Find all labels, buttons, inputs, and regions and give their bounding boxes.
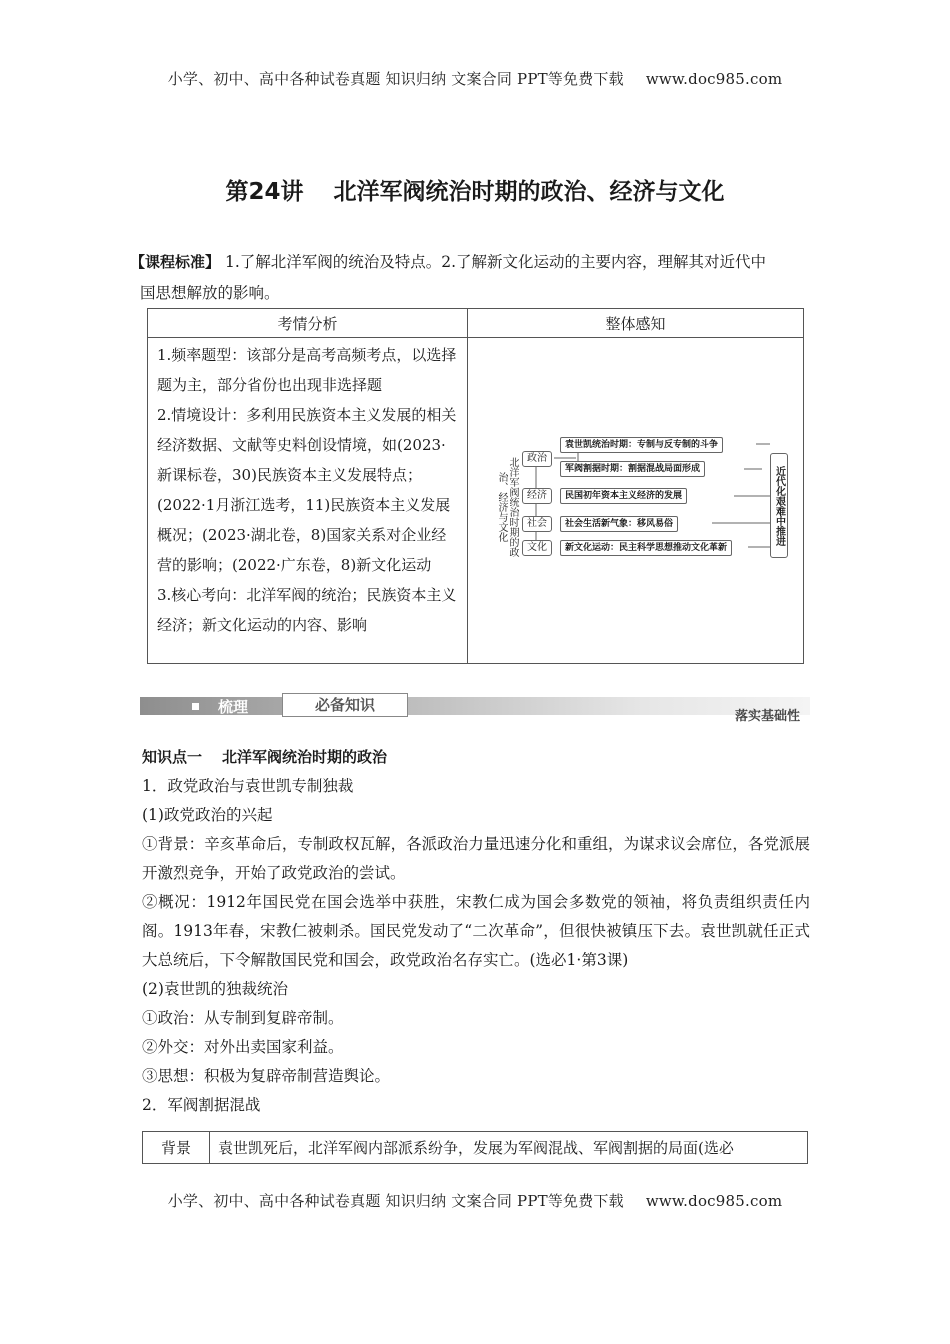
page-header xyxy=(0,68,950,89)
section-band xyxy=(140,692,810,722)
analysis-item: 3.核心考向：北洋军阀的统治；民族资本主义经济；新文化运动的内容、影响 xyxy=(157,586,457,634)
overview-header-perception: 整体感知 xyxy=(468,309,804,338)
lecture-topic: 北洋军阀统治时期的政治、经济与文化 xyxy=(333,179,725,205)
warlord-table-value: 袁世凯死后，北洋军阀内部派系纷争，发展为军阀混战、军阀割据的局面(选必 xyxy=(210,1132,808,1164)
analysis-cell xyxy=(148,338,468,664)
page-footer xyxy=(0,1190,950,1211)
analysis-item: 1.频率题型：该部分是高考高频考点，以选择题为主，部分省份也出现非选择题 xyxy=(157,346,457,394)
page-title xyxy=(0,173,950,206)
course-standard-line2: 国思想解放的影响。 xyxy=(140,284,280,302)
mind-map-category: 经济 xyxy=(522,488,552,504)
section-band-left: 梳理 xyxy=(218,698,249,716)
mind-map-category: 社会 xyxy=(522,516,552,532)
overview-header-analysis: 考情分析 xyxy=(148,309,468,338)
mind-map-leaf: 社会生活新气象：移风易俗 xyxy=(560,516,678,532)
mind-map-category: 政治 xyxy=(522,451,552,467)
course-standard xyxy=(130,247,812,309)
mind-map-conclusion: 近代化艰难中推进 xyxy=(770,453,788,558)
knowledge-point-heading xyxy=(142,743,810,772)
section-band-box: 必备知识 xyxy=(282,693,408,717)
mind-map-leaf: 新文化运动：民主科学思想推动文化革新 xyxy=(560,540,732,556)
footer-text: 小学、初中、高中各种试卷真题 知识归纳 文案合同 PPT等免费下载 xyxy=(167,1192,624,1210)
header-url[interactable]: www.doc985.com xyxy=(645,70,783,88)
course-standard-line1: 1.了解北洋军阀的统治及特点。2.了解新文化运动的主要内容，理解其对近代中 xyxy=(224,253,767,271)
table-row xyxy=(143,1132,808,1164)
lecture-number: 第24讲 xyxy=(225,179,304,205)
heading-1: 1．政党政治与袁世凯专制独裁 xyxy=(142,777,354,795)
mind-map xyxy=(482,436,792,562)
heading-2: 2．军阀割据混战 xyxy=(142,1096,261,1114)
header-text: 小学、初中、高中各种试卷真题 知识归纳 文案合同 PPT等免费下载 xyxy=(167,70,624,88)
mind-map-category: 文化 xyxy=(522,540,552,556)
section-band-right: 落实基础性 xyxy=(734,709,800,724)
knowledge-point-title: 北洋军阀统治时期的政治 xyxy=(222,748,388,766)
course-standard-label: 【课程标准】 xyxy=(130,253,221,271)
heading-1b: (2)袁世凯的独裁统治 xyxy=(142,980,288,998)
knowledge-point-label: 知识点一 xyxy=(142,748,203,766)
background-paragraph: ①背景：辛亥革命后，专制政权瓦解，各派政治力量迅速分化和重组，为谋求议会席位，各党派展开激烈竞争，开始了政党政治的尝试。 xyxy=(142,835,810,882)
warlord-table-key: 背景 xyxy=(143,1132,210,1164)
heading-1a: (1)政党政治的兴起 xyxy=(142,806,273,824)
list-item: ①政治：从专制到复辟帝制。 xyxy=(142,1009,344,1027)
knowledge-body xyxy=(142,743,810,1120)
mind-map-root: 北洋军阀统治时期的政治、经济与文化 xyxy=(496,457,518,557)
mind-map-leaf: 民国初年资本主义经济的发展 xyxy=(560,488,687,504)
mind-map-leaf: 军阀割据时期：割据混战局面形成 xyxy=(560,461,705,477)
footer-url[interactable]: www.doc985.com xyxy=(645,1192,783,1210)
list-item: ②外交：对外出卖国家利益。 xyxy=(142,1038,344,1056)
warlord-table xyxy=(142,1131,808,1164)
overview-paragraph: ②概况：1912年国民党在国会选举中获胜，宋教仁成为国会多数党的领袖，将负责组织责任内阁。1913年春，宋教仁被刺杀。国民党发动了“二次革命”，但很快被镇压下去。袁世凯就任正式大总统后，下令解散国民党和国会，政党政治名存实亡。(选必1·第3课) xyxy=(142,893,810,969)
square-icon xyxy=(192,703,199,710)
analysis-item: 2.情境设计：多利用民族资本主义发展的相关经济数据、文献等史料创设情境，如(2023·新课标卷，30)民族资本主义发展特点；(2022·1月浙江选考，11)民族资本主义发展概况；(2023·湖北卷，8)国家关系对企业经营的影响；(2022·广东卷，8)新文化运动 xyxy=(157,406,457,574)
mind-map-leaf: 袁世凯统治时期：专制与反专制的斗争 xyxy=(560,437,723,453)
list-item: ③思想：积极为复辟帝制营造舆论。 xyxy=(142,1067,391,1085)
